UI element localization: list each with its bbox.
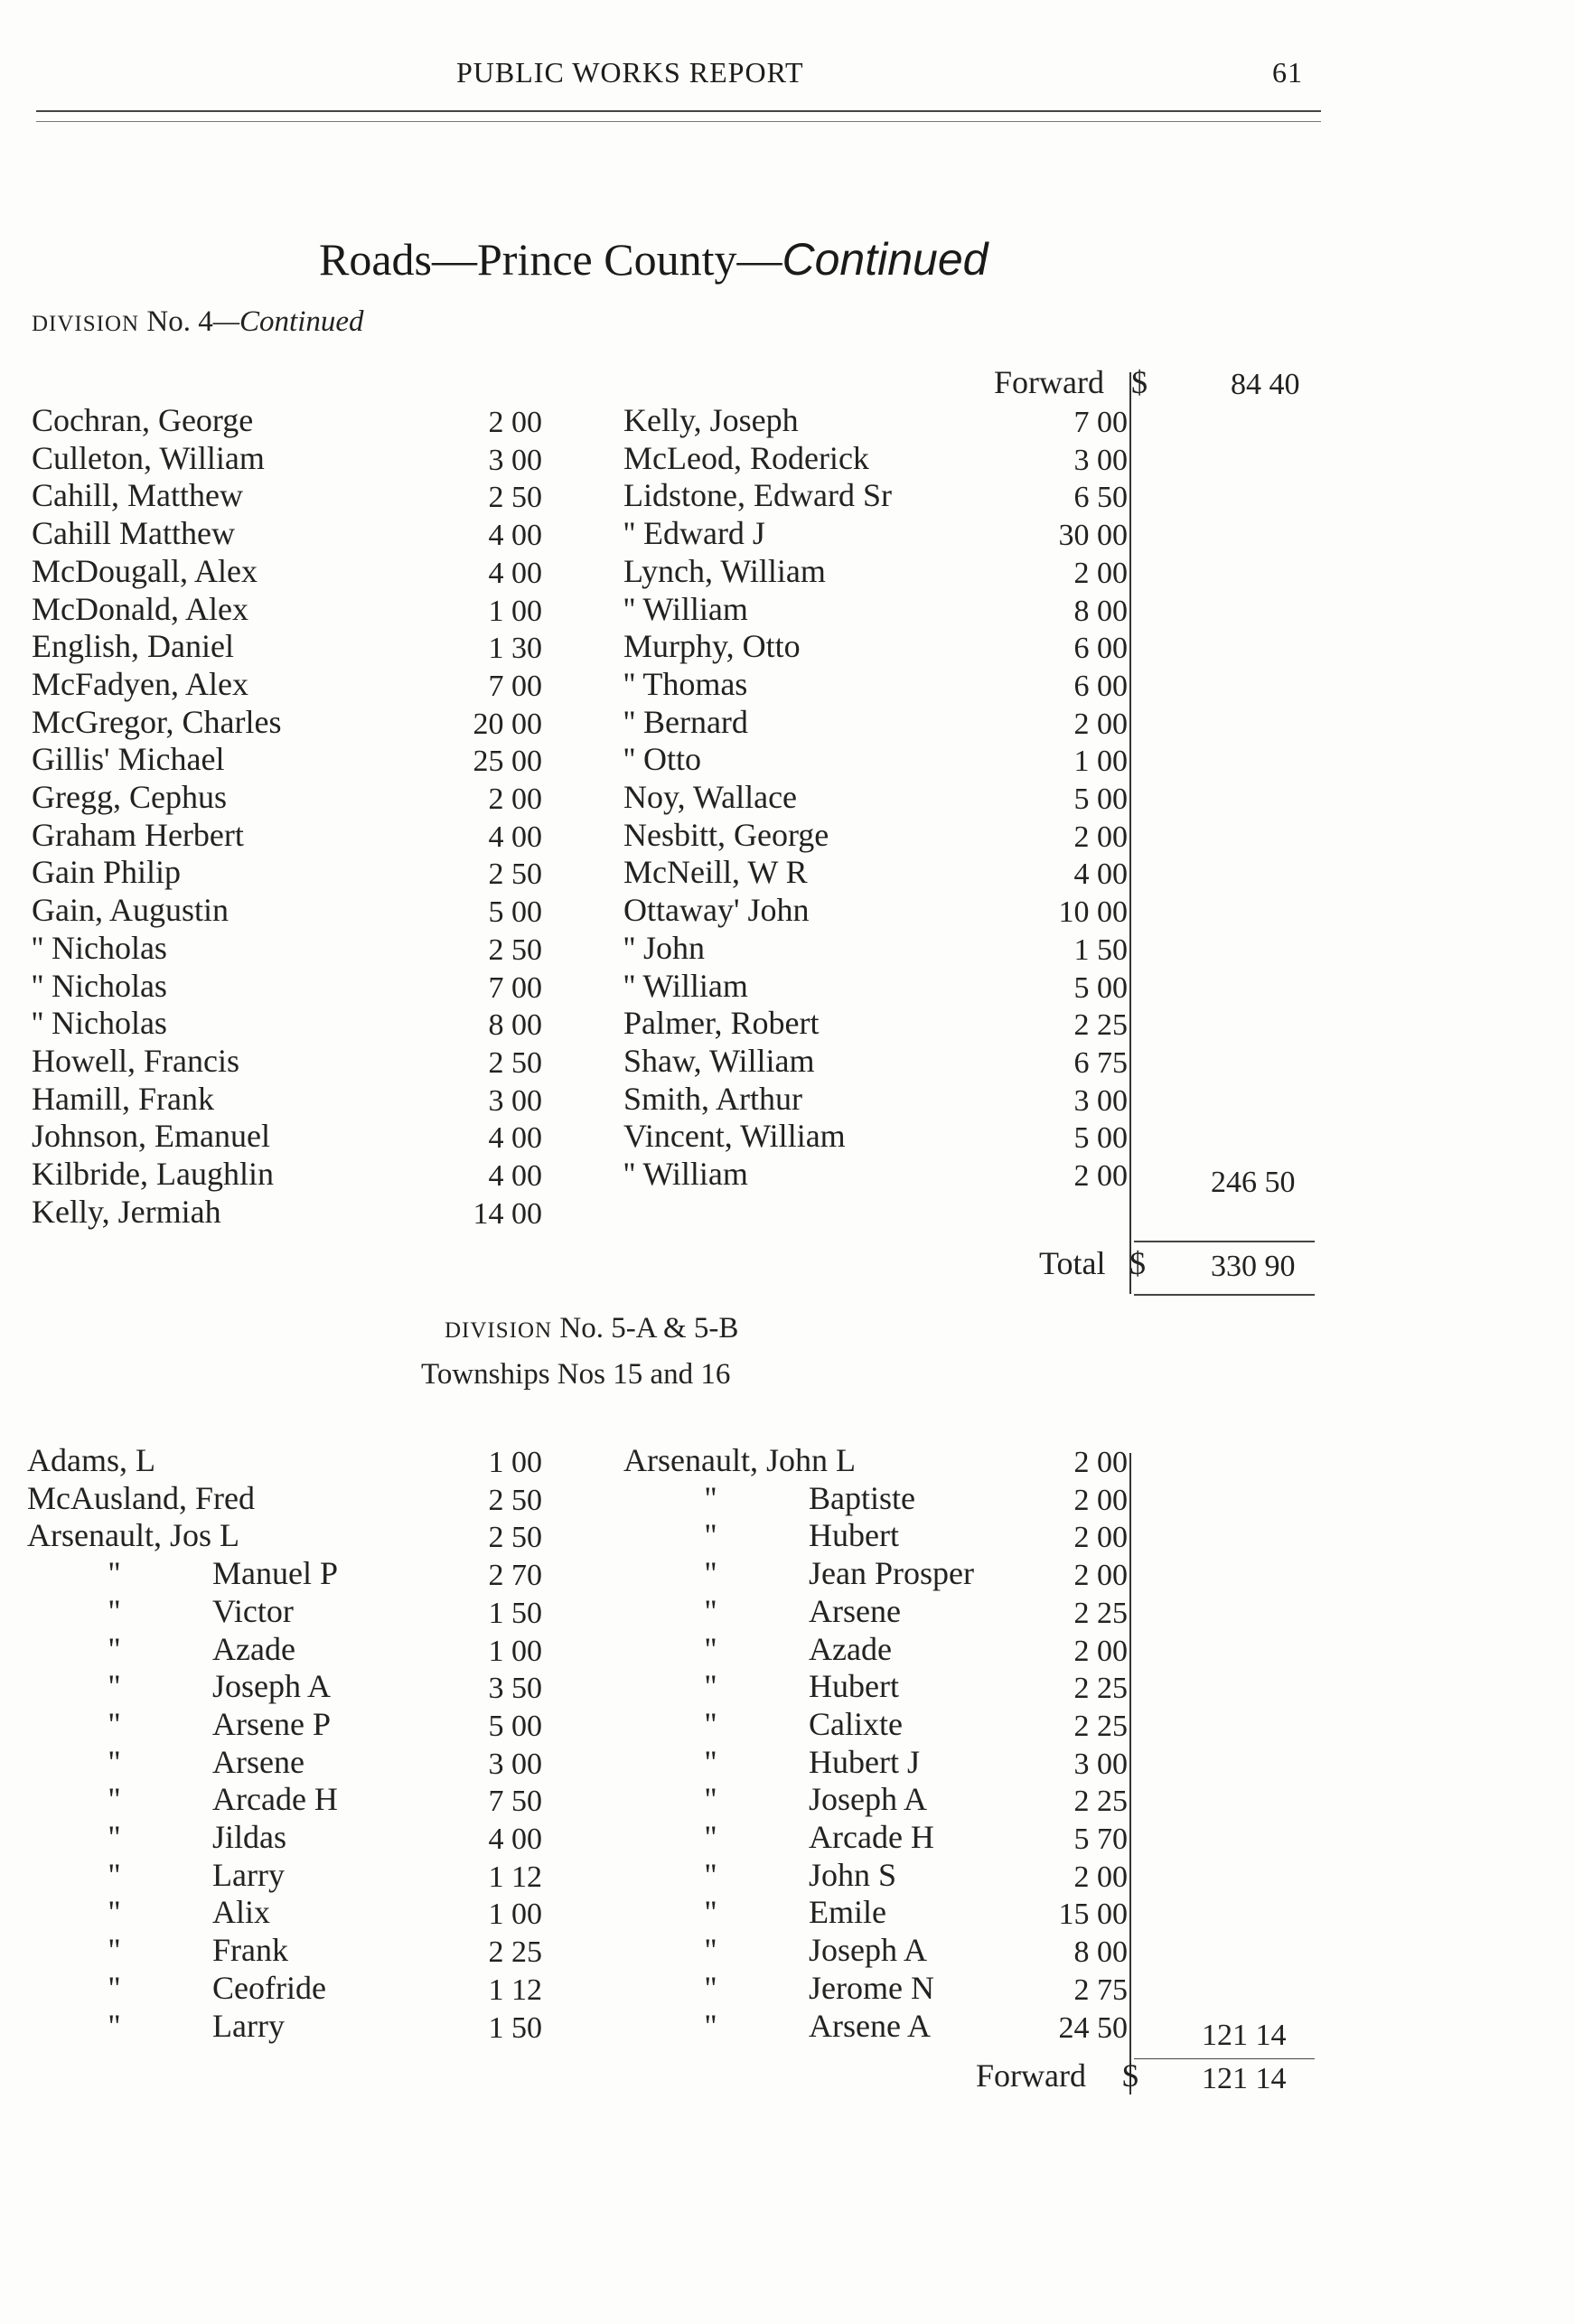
payee-name: Lidstone, Edward Sr: [623, 477, 892, 514]
payee-amount: 1 00: [488, 1898, 542, 1932]
payee-amount: 3 00: [488, 1747, 542, 1781]
payee-name: Calixte: [809, 1705, 903, 1742]
ditto-mark: '': [108, 1668, 120, 1705]
payee-amount: 4 00: [488, 820, 542, 854]
division-4-continued: —Continued: [212, 305, 364, 338]
ditto-mark: '': [705, 1630, 717, 1667]
ledger-row: [27, 1894, 542, 1932]
ditto-mark: '': [108, 1592, 120, 1629]
payee-name: Ceofride: [212, 1969, 326, 2006]
payee-amount: 2 00: [488, 406, 542, 439]
payee-name: Victor: [212, 1592, 294, 1629]
ledger-row: [623, 402, 1128, 440]
ditto-mark: '': [705, 1592, 717, 1629]
payee-name: Vincent, William: [623, 1118, 846, 1155]
payee-name: Hubert J: [809, 1743, 920, 1780]
ledger-row: [623, 1744, 1128, 1782]
ditto-mark: '': [705, 1932, 717, 1969]
ledger-row: [623, 666, 1128, 704]
payee-amount: 2 25: [1073, 1008, 1128, 1043]
payee-name: Hamill, Frank: [32, 1080, 214, 1117]
division-4-heading: [32, 305, 364, 339]
payee-name: Arsene: [212, 1743, 304, 1780]
division-5-subtotal: 121 14: [1202, 2019, 1287, 2052]
ledger-row: [32, 741, 542, 779]
payee-name: Cahill, Matthew: [32, 477, 243, 514]
ledger-row: [32, 1005, 542, 1043]
payee-amount: 4 00: [488, 519, 542, 553]
payee-name: Cahill Matthew: [32, 515, 235, 552]
payee-name: Adams, L: [27, 1442, 155, 1478]
payee-name: McNeill, W R: [623, 854, 808, 891]
ledger-row: [32, 968, 542, 1006]
payee-amount: 2 00: [1073, 707, 1128, 741]
payee-name: Culleton, William: [32, 439, 265, 476]
payee-name: Joseph A: [809, 1932, 928, 1969]
payee-name: Gain Philip: [32, 854, 182, 891]
payee-name: Arsene A: [809, 2007, 931, 2044]
ditto-mark: '': [705, 2007, 717, 2044]
payee-name: Arcade H: [212, 1781, 338, 1818]
payee-amount: 7 50: [488, 1785, 542, 1819]
payee-name: Shaw, William: [623, 1042, 815, 1079]
payee-amount: 20 00: [473, 707, 542, 741]
payee-amount: 2 00: [1073, 1159, 1128, 1193]
payee-name: Arsene: [809, 1592, 901, 1629]
payee-amount: 2 50: [488, 1483, 542, 1517]
payee-amount: 5 00: [1073, 1121, 1128, 1156]
ditto-mark: '': [705, 1517, 717, 1554]
payee-name: McDonald, Alex: [32, 590, 248, 627]
payee-amount: 10 00: [1058, 895, 1128, 930]
division-5-number: No. 5-A & 5-B: [559, 1312, 739, 1345]
payee-name: '' William: [623, 1156, 748, 1192]
payee-amount: 2 00: [1073, 1483, 1128, 1517]
payee-name: McDougall, Alex: [32, 552, 258, 589]
ledger-row: [32, 779, 542, 817]
payee-name: Ottaway' John: [623, 892, 810, 929]
payee-name: Howell, Francis: [32, 1042, 239, 1079]
payee-name: '' Edward J: [623, 515, 765, 552]
payee-name: Gregg, Cephus: [32, 779, 227, 815]
ditto-mark: '': [108, 1555, 120, 1592]
ledger-row: [32, 628, 542, 666]
payee-name: Azade: [212, 1630, 295, 1667]
payee-name: Azade: [809, 1630, 892, 1667]
ledger-row: [623, 2008, 1128, 2046]
payee-amount: 2 00: [488, 782, 542, 816]
ledger-row: [623, 892, 1128, 930]
section-title-main: Roads—Prince County—: [319, 234, 782, 285]
division-5-forward-label: Forward: [976, 2057, 1086, 2094]
payee-amount: 3 50: [488, 1672, 542, 1706]
payee-amount: 4 00: [488, 1121, 542, 1156]
payee-amount: 7 00: [488, 970, 542, 1005]
payee-name: Arsenault, Jos L: [27, 1517, 239, 1554]
payee-amount: 1 50: [488, 1596, 542, 1630]
payee-amount: 4 00: [488, 1159, 542, 1193]
payee-name: Alix: [212, 1894, 271, 1931]
payee-name: '' Bernard: [623, 703, 748, 740]
payee-amount: 5 00: [1073, 970, 1128, 1005]
payee-amount: 2 25: [1073, 1785, 1128, 1819]
payee-name: Larry: [212, 2007, 285, 2044]
ledger-row: [32, 1156, 542, 1194]
payee-name: Arcade H: [809, 1819, 934, 1855]
ledger-row: [27, 1744, 542, 1782]
payee-amount: 14 00: [473, 1196, 542, 1231]
ledger-row: [27, 1781, 542, 1819]
payee-amount: 4 00: [488, 1823, 542, 1856]
payee-amount: 2 25: [1073, 1596, 1128, 1630]
ditto-mark: '': [108, 1743, 120, 1780]
payee-amount: 2 00: [1073, 820, 1128, 854]
ditto-mark: '': [705, 1969, 717, 2006]
payee-name: Larry: [212, 1856, 285, 1893]
division-4-forward-dollar: $: [1131, 364, 1148, 400]
ledger-row: [27, 1517, 542, 1555]
ledger-row: [32, 515, 542, 553]
ditto-mark: '': [705, 1743, 717, 1780]
payee-amount: 5 70: [1073, 1823, 1128, 1856]
header-rule-bottom: [36, 121, 1321, 122]
payee-name: Frank: [212, 1932, 288, 1969]
payee-name: Jerome N: [809, 1969, 934, 2006]
division-4-subtotal: 246 50: [1211, 1166, 1296, 1199]
division-4-forward-amount: 84 40: [1231, 368, 1300, 401]
payee-amount: 2 00: [1073, 556, 1128, 590]
ledger-row: [623, 1932, 1128, 1970]
payee-amount: 3 00: [1073, 1747, 1128, 1781]
ledger-row: [623, 1156, 1128, 1194]
division-4-amount-rule: [1129, 372, 1131, 1294]
payee-name: Smith, Arthur: [623, 1080, 803, 1117]
division-4-total-underline: [1134, 1294, 1315, 1296]
payee-name: Baptiste: [809, 1479, 915, 1516]
ledger-row: [623, 515, 1128, 553]
division-5-forward-rule: [1134, 2058, 1315, 2059]
payee-amount: 24 50: [1058, 2010, 1128, 2045]
ledger-row: [623, 930, 1128, 968]
payee-name: Manuel P: [212, 1555, 338, 1592]
ledger-row: [623, 1081, 1128, 1119]
header-rule-top: [36, 110, 1321, 112]
ledger-row: [27, 1932, 542, 1970]
ledger-row: [32, 477, 542, 515]
ledger-row: [27, 1668, 542, 1706]
ledger-row: [623, 477, 1128, 515]
ledger-row: [623, 628, 1128, 666]
ledger-row: [623, 440, 1128, 478]
ledger-row: [32, 591, 542, 629]
ledger-row: [623, 1517, 1128, 1555]
ledger-row: [27, 1970, 542, 2008]
payee-amount: 2 00: [1073, 1860, 1128, 1894]
payee-amount: 6 00: [1073, 669, 1128, 703]
payee-name: Gain, Augustin: [32, 892, 230, 929]
payee-amount: 3 00: [488, 443, 542, 477]
section-title: [319, 233, 988, 286]
division-4-total-label: Total: [1039, 1245, 1106, 1281]
payee-amount: 8 00: [488, 1008, 542, 1043]
ledger-row: [623, 1005, 1128, 1043]
ledger-row: [623, 1480, 1128, 1518]
payee-amount: 7 00: [488, 669, 542, 703]
payee-name: Joseph A: [212, 1668, 332, 1705]
ditto-mark: '': [108, 2007, 120, 2044]
ledger-row: [623, 1857, 1128, 1895]
payee-amount: 3 00: [1073, 1083, 1128, 1118]
payee-name: Gillis' Michael: [32, 741, 225, 778]
division-4-prefix: DIVISION: [32, 312, 140, 336]
payee-amount: 1 50: [488, 2010, 542, 2045]
payee-amount: 2 25: [488, 1935, 542, 1970]
ledger-row: [32, 817, 542, 855]
ledger-row: [32, 1194, 542, 1232]
payee-name: '' Nicholas: [32, 929, 167, 966]
ledger-row: [32, 1043, 542, 1081]
payee-amount: 1 00: [488, 1634, 542, 1668]
payee-amount: 2 00: [1073, 1559, 1128, 1593]
ledger-row: [27, 1442, 542, 1480]
payee-amount: 30 00: [1058, 519, 1128, 553]
ledger-row: [623, 1706, 1128, 1744]
payee-amount: 1 00: [1073, 745, 1128, 779]
ledger-row: [32, 666, 542, 704]
payee-amount: 1 00: [488, 594, 542, 628]
payee-name: Arsene P: [212, 1705, 331, 1742]
payee-name: Hubert: [809, 1668, 899, 1705]
payee-amount: 5 00: [488, 1709, 542, 1743]
payee-amount: 1 00: [488, 1446, 542, 1479]
ledger-row: [623, 1894, 1128, 1932]
payee-amount: 1 30: [488, 632, 542, 666]
payee-name: '' Otto: [623, 741, 701, 778]
ledger-row: [623, 1555, 1128, 1593]
payee-amount: 25 00: [473, 745, 542, 779]
payee-amount: 6 00: [1073, 632, 1128, 666]
payee-name: John S: [809, 1856, 897, 1893]
ledger-row: [27, 1857, 542, 1895]
payee-amount: 2 70: [488, 1559, 542, 1593]
payee-name: Cochran, George: [32, 402, 254, 438]
ledger-row: [623, 779, 1128, 817]
ditto-mark: '': [108, 1894, 120, 1931]
payee-amount: 4 00: [1073, 857, 1128, 892]
payee-amount: 15 00: [1058, 1898, 1128, 1932]
payee-name: Hubert: [809, 1517, 899, 1554]
payee-amount: 2 25: [1073, 1709, 1128, 1743]
payee-amount: 2 00: [1073, 1634, 1128, 1668]
ledger-row: [623, 1668, 1128, 1706]
page-header-title: PUBLIC WORKS REPORT: [456, 56, 804, 89]
ditto-mark: '': [108, 1819, 120, 1855]
page-number: 61: [1272, 56, 1303, 89]
payee-name: '' Nicholas: [32, 1005, 167, 1042]
payee-name: McLeod, Roderick: [623, 439, 869, 476]
ledger-row: [32, 440, 542, 478]
ledger-row: [623, 1631, 1128, 1669]
ditto-mark: '': [108, 1705, 120, 1742]
division-5-townships: Townships Nos 15 and 16: [421, 1358, 731, 1391]
payee-amount: 7 00: [1073, 406, 1128, 439]
ditto-mark: '': [705, 1705, 717, 1742]
payee-amount: 3 00: [488, 1083, 542, 1118]
payee-amount: 6 75: [1073, 1045, 1128, 1080]
payee-name: Jean Prosper: [809, 1555, 974, 1592]
ditto-mark: '': [108, 1969, 120, 2006]
payee-amount: 2 50: [488, 857, 542, 892]
ledger-row: [32, 1118, 542, 1156]
payee-name: Nesbitt, George: [623, 816, 829, 853]
ledger-row: [623, 1043, 1128, 1081]
ledger-row: [32, 704, 542, 742]
payee-amount: 2 50: [488, 481, 542, 515]
ledger-row: [27, 1819, 542, 1857]
ditto-mark: '': [705, 1781, 717, 1818]
ledger-row: [27, 1480, 542, 1518]
payee-name: '' William: [623, 590, 748, 627]
ledger-row: [623, 968, 1128, 1006]
ledger-row: [27, 1555, 542, 1593]
payee-name: Kelly, Jermiah: [32, 1193, 221, 1230]
division-4-total-amount: 330 90: [1211, 1250, 1296, 1283]
ledger-row: [623, 1442, 1128, 1480]
ledger-row: [623, 854, 1128, 892]
payee-name: Kelly, Joseph: [623, 402, 799, 438]
payee-name: English, Daniel: [32, 628, 234, 665]
ledger-row: [623, 1819, 1128, 1857]
division-5-amount-rule: [1129, 1453, 1131, 2094]
payee-name: Palmer, Robert: [623, 1005, 820, 1042]
payee-name: '' Thomas: [623, 665, 748, 702]
payee-name: McAusland, Fred: [27, 1479, 255, 1516]
ledger-row: [32, 930, 542, 968]
payee-amount: 5 00: [1073, 782, 1128, 816]
division-4-forward-label: Forward: [994, 364, 1104, 400]
ditto-mark: '': [108, 1856, 120, 1893]
ditto-mark: '': [705, 1856, 717, 1893]
ledger-row: [27, 1631, 542, 1669]
division-4-total-rule: [1134, 1241, 1315, 1242]
payee-amount: 5 00: [488, 895, 542, 930]
ledger-row: [27, 2008, 542, 2046]
division-4-total-dollar: $: [1129, 1245, 1146, 1281]
ledger-row: [623, 817, 1128, 855]
division-5-heading: [445, 1312, 738, 1345]
ditto-mark: '': [108, 1932, 120, 1969]
payee-amount: 2 50: [488, 1045, 542, 1080]
ledger-row: [623, 591, 1128, 629]
payee-name: Noy, Wallace: [623, 779, 798, 815]
division-5-forward-dollar: $: [1122, 2057, 1138, 2094]
ledger-row: [27, 1593, 542, 1631]
payee-amount: 1 50: [1073, 932, 1128, 967]
payee-amount: 2 25: [1073, 1672, 1128, 1706]
payee-name: Murphy, Otto: [623, 628, 801, 665]
payee-name: Graham Herbert: [32, 816, 244, 853]
ditto-mark: '': [108, 1781, 120, 1818]
ledger-row: [32, 553, 542, 591]
payee-name: Arsenault, John L: [623, 1442, 856, 1478]
ledger-row: [27, 1706, 542, 1744]
payee-name: Johnson, Emanuel: [32, 1118, 270, 1155]
ledger-row: [623, 741, 1128, 779]
ledger-row: [32, 1081, 542, 1119]
ditto-mark: '': [705, 1668, 717, 1705]
payee-amount: 6 50: [1073, 481, 1128, 515]
payee-name: Emile: [809, 1894, 886, 1931]
payee-amount: 8 00: [1073, 594, 1128, 628]
ditto-mark: '': [108, 1630, 120, 1667]
ledger-row: [32, 854, 542, 892]
ledger-row: [623, 1593, 1128, 1631]
ditto-mark: '': [705, 1819, 717, 1855]
payee-amount: 8 00: [1073, 1935, 1128, 1970]
ledger-row: [623, 1781, 1128, 1819]
payee-amount: 2 75: [1073, 1973, 1128, 2007]
ditto-mark: '': [705, 1479, 717, 1516]
ledger-row: [623, 704, 1128, 742]
payee-name: Joseph A: [809, 1781, 928, 1818]
ledger-row: [623, 553, 1128, 591]
ditto-mark: '': [705, 1555, 717, 1592]
payee-name: '' Nicholas: [32, 967, 167, 1004]
division-5-prefix: DIVISION: [445, 1318, 553, 1343]
ledger-row: [623, 1118, 1128, 1156]
payee-amount: 3 00: [1073, 443, 1128, 477]
division-5-forward-amount: 121 14: [1202, 2062, 1287, 2095]
payee-name: McFadyen, Alex: [32, 665, 248, 702]
payee-amount: 4 00: [488, 556, 542, 590]
payee-name: Jildas: [212, 1819, 287, 1855]
payee-name: Lynch, William: [623, 552, 826, 589]
payee-amount: 2 00: [1073, 1521, 1128, 1555]
ditto-mark: '': [705, 1894, 717, 1931]
payee-amount: 2 50: [488, 1521, 542, 1555]
ledger-row: [623, 1970, 1128, 2008]
payee-name: Kilbride, Laughlin: [32, 1156, 274, 1192]
payee-name: McGregor, Charles: [32, 703, 282, 740]
payee-amount: 1 12: [488, 1973, 542, 2007]
ledger-row: [32, 892, 542, 930]
section-title-continued: Continued: [782, 234, 988, 285]
payee-amount: 1 12: [488, 1860, 542, 1894]
payee-amount: 2 00: [1073, 1446, 1128, 1479]
payee-name: '' William: [623, 967, 748, 1004]
payee-amount: 2 50: [488, 932, 542, 967]
ledger-row: [32, 402, 542, 440]
division-4-number: No. 4: [146, 305, 213, 338]
payee-name: '' John: [623, 929, 705, 966]
